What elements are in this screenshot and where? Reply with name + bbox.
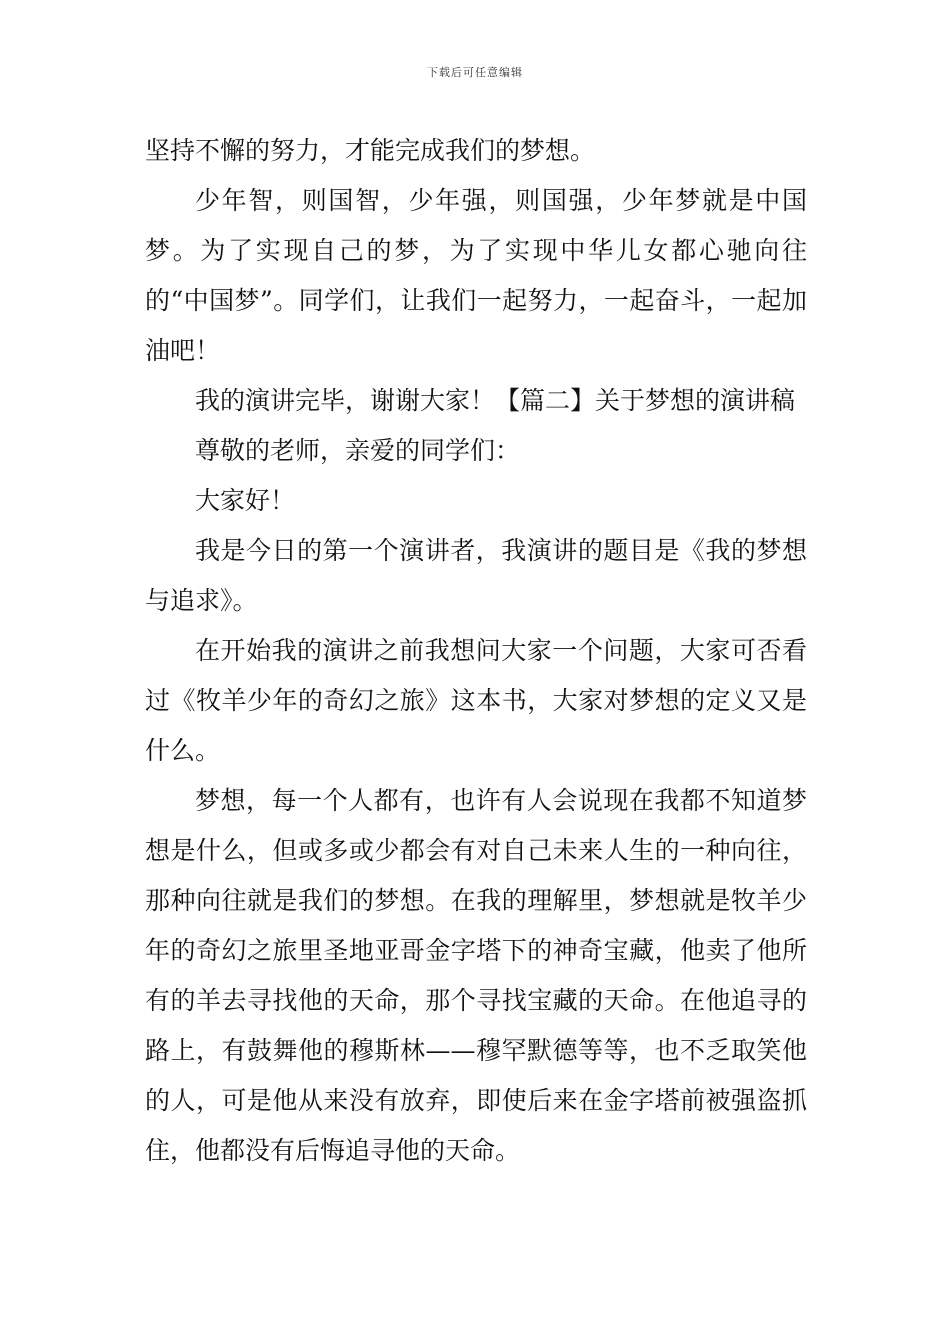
page-header-note: 下载后可任意编辑 bbox=[427, 66, 523, 79]
paragraph: 梦想，每一个人都有，也许有人会说现在我都不知道梦想是什么，但或多或少都会有对自己未来人生的一种向往，那种向往就是我们的梦想。在我的理解里，梦想就是牧羊少年的奇幻之旅里圣地亚哥金字塔下的神奇宝藏，他卖了他所有的羊去寻找他的天命，那个寻找宝藏的天命。在他追寻的路上，有鼓舞他的穆斯林——穆罕默德等等，也不乏取笑他的人，可是他从来没有放弃，即使后来在金字塔前被强盗抓住，他都没有后悔追寻他的天命。 bbox=[145, 786, 807, 1165]
paragraph: 我是今日的第一个演讲者，我演讲的题目是《我的梦想与追求》。 bbox=[145, 536, 807, 615]
paragraph: 坚持不懈的努力，才能完成我们的梦想。 bbox=[145, 136, 596, 165]
document-body bbox=[145, 126, 807, 1176]
paragraph: 大家好！ bbox=[195, 486, 296, 515]
paragraph: 我的演讲完毕，谢谢大家！【篇二】关于梦想的演讲稿 bbox=[195, 386, 796, 415]
paragraph: 少年智，则国智，少年强，则国强，少年梦就是中国梦。为了实现自己的梦，为了实现中华儿女都心驰向往的“中国梦”。同学们，让我们一起努力，一起奋斗，一起加油吧！ bbox=[145, 186, 807, 365]
paragraph: 在开始我的演讲之前我想问大家一个问题，大家可否看过《牧羊少年的奇幻之旅》这本书，大家对梦想的定义又是什么。 bbox=[145, 636, 807, 765]
paragraph: 尊敬的老师，亲爱的同学们： bbox=[195, 436, 521, 465]
